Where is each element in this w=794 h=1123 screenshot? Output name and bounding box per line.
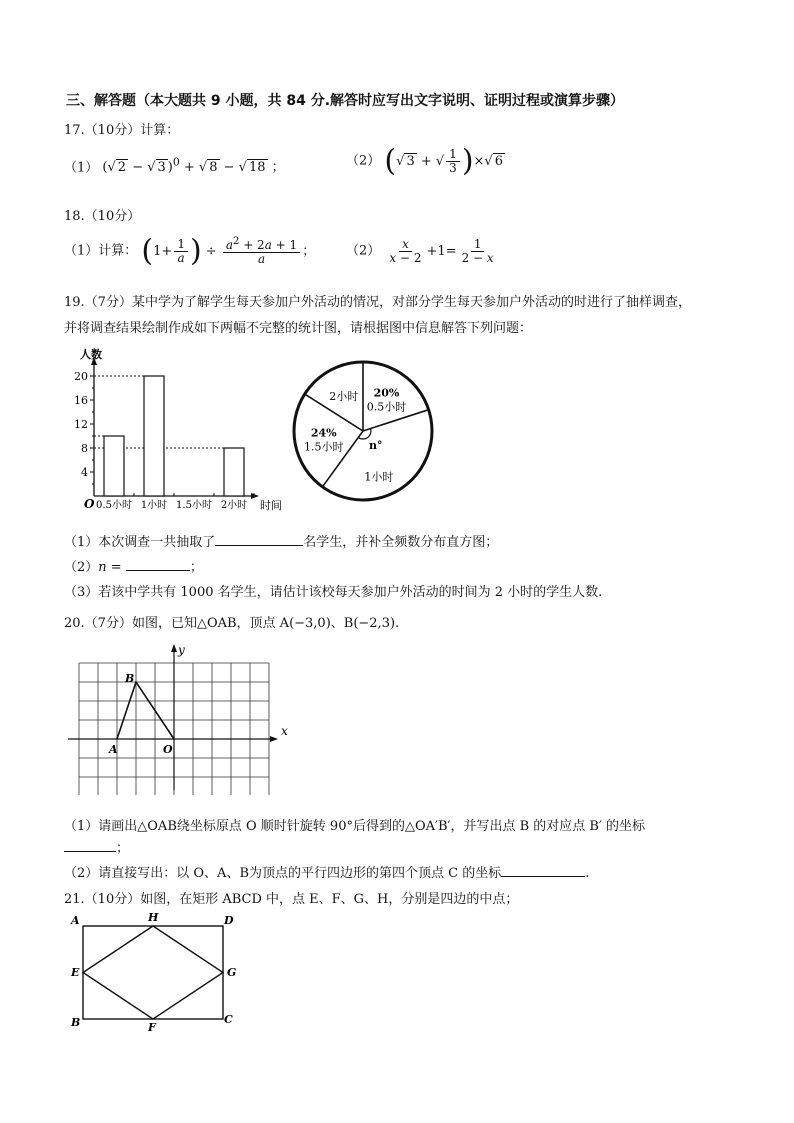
midpoint-g-label: G <box>227 966 237 979</box>
x-axis-arrow <box>270 736 278 742</box>
pie-slice-label: 1小时 <box>364 470 394 484</box>
q19-line2: 并将调查结果绘制作成如下两幅不完整的统计图，请根据图中信息解答下列问题： <box>64 321 533 336</box>
q20-sub1-post: ； <box>116 841 130 856</box>
triangle-oab <box>117 682 174 739</box>
bar-x-tick-label: 1小时 <box>140 500 168 511</box>
q18-part1-label: （1）计算： <box>64 243 138 259</box>
q17-part2-expr: (√ 3 + √ $\frac{1}{3}$ )×√ 6 <box>384 143 503 178</box>
q19-sub2-eq: = <box>106 560 126 575</box>
bar-chart-layer <box>74 347 282 512</box>
pie-slice-label: 2小时 <box>329 389 359 403</box>
bar-y-tick-label: 16 <box>74 394 88 407</box>
q20-sub1-blank[interactable] <box>64 838 116 852</box>
q19-pie-chart <box>288 356 438 506</box>
q20-sub2 <box>64 862 589 881</box>
y-axis-arrow <box>171 644 177 652</box>
q19-sub1-blank[interactable] <box>215 532 303 546</box>
origin-o-label: O <box>163 743 173 756</box>
x-axis-label: x <box>281 724 288 738</box>
q20-head: 20.（7分）如图，已知△OAB，顶点 A(−3,0)、B(−2,3). <box>64 616 400 631</box>
q18-head: 18.（10分） <box>64 209 141 224</box>
q18-part1 <box>64 233 316 268</box>
vertex-c-label: C <box>224 1013 233 1026</box>
bar-x-tick-label: 0.5小时 <box>96 500 132 511</box>
rectangle-abcd <box>83 926 223 1019</box>
q19-sub2-var: n <box>98 560 107 575</box>
bar <box>104 436 124 496</box>
bar-origin-label: O <box>84 497 95 511</box>
vertex-b-label: B <box>71 1016 81 1029</box>
bar-x-tick-label: 2小时 <box>220 500 248 511</box>
y-axis-label: y <box>178 643 185 657</box>
q20-sub2-blank[interactable] <box>501 863 585 877</box>
q20-sub1-line2 <box>64 837 129 856</box>
q19-sub3: （3）若该中学共有 1000 名学生，请估计该校每天参加户外活动的时间为 2 小时的学生人数. <box>64 585 603 600</box>
q20-sub1-line1: （1）请画出△OAB绕坐标原点 O 顺时针旋转 90°后得到的△OA′B′，并写出点 B 的对应点 B′ 的坐标 <box>64 819 646 834</box>
vertex-d-label: D <box>224 914 234 927</box>
bar-x-tick-label: 1.5小时 <box>176 500 212 511</box>
q19-sub2-pre: （2） <box>64 560 99 575</box>
vertex-a-label: A <box>71 914 80 927</box>
q17-part1-expr: (√ 2 − √ 3 )$^0$ + √ 8 − √ 18 ； <box>102 156 285 176</box>
pie-slice-percent-label: n° <box>369 439 383 452</box>
q18-part2-label: （2） <box>346 243 381 259</box>
q20-sub2-post: . <box>585 866 590 881</box>
q19-sub2-blank[interactable] <box>126 557 190 571</box>
bar-x-axis-arrow <box>251 493 259 499</box>
bar-x-axis-title: 时间 <box>260 499 282 512</box>
bar-y-tick-label: 20 <box>74 370 88 383</box>
pie-slice-label: 0.5小时 <box>366 400 407 414</box>
bar-y-tick-label: 12 <box>74 418 88 431</box>
bar <box>144 376 164 496</box>
q19-sub2 <box>64 556 203 575</box>
q19-sub2-post: ； <box>189 560 203 575</box>
q21-head: 21.（10分）如图，在矩形 ABCD 中，点 E、F、G、H，分别是四边的中点； <box>64 892 519 907</box>
bar <box>224 448 244 496</box>
midpoint-e-label: E <box>71 966 80 979</box>
q17-part2 <box>346 143 505 178</box>
q18-part2 <box>346 238 499 264</box>
q19-sub1 <box>64 531 498 550</box>
q19-bar-chart <box>60 346 300 516</box>
point-b-label: B <box>125 672 135 685</box>
q21-rectangle-figure <box>68 908 248 1033</box>
midpoint-h-label: H <box>148 911 159 924</box>
bar-y-tick-label: 4 <box>81 466 88 479</box>
pie-chart-layer <box>294 362 432 500</box>
pie-slice-label: 1.5小时 <box>303 440 344 454</box>
q19-sub1-post: 名学生，并补全频数分布直方图； <box>303 535 499 550</box>
point-a-label: A <box>109 743 118 756</box>
q18-part1-expr: (1+ $\frac{1}{a}$ ) ÷ $\frac{a^2 + 2a + 1}{a}$ ； <box>141 233 316 268</box>
section-header: 三、解答题（本大题共 9 小题，共 84 分.解答时应写出文字说明、证明过程或演算步骤） <box>66 93 625 109</box>
q17-part1-label: （1） <box>64 160 99 176</box>
pie-slice-percent-label: 24% <box>310 426 337 440</box>
pie-slice-percent-label: 20% <box>373 386 400 400</box>
q20-grid-figure <box>68 640 290 795</box>
midpoint-f-label: F <box>148 1021 156 1033</box>
bar-y-tick-label: 8 <box>81 442 88 455</box>
q19-sub1-pre: （1）本次调查一共抽取了 <box>64 535 216 550</box>
rhombus-ehgf <box>83 926 223 1019</box>
bar-y-axis-title: 人数 <box>80 348 102 361</box>
q17-part2-label: （2） <box>346 153 381 169</box>
q19-line1: 19.（7分）某中学为了解学生每天参加户外活动的情况，对部分学生每天参加户外活动的时进行了抽样调查， <box>64 295 691 310</box>
q17-head: 17.（10分）计算： <box>64 123 180 138</box>
q20-sub2-pre: （2）请直接写出：以 O、A、B为顶点的平行四边形的第四个顶点 C 的坐标 <box>64 866 502 881</box>
q17-part1 <box>64 156 285 175</box>
q18-part2-expr: $\frac{x}{x - 2}$ +1= $\frac{1}{2 - x}$ <box>389 237 494 265</box>
